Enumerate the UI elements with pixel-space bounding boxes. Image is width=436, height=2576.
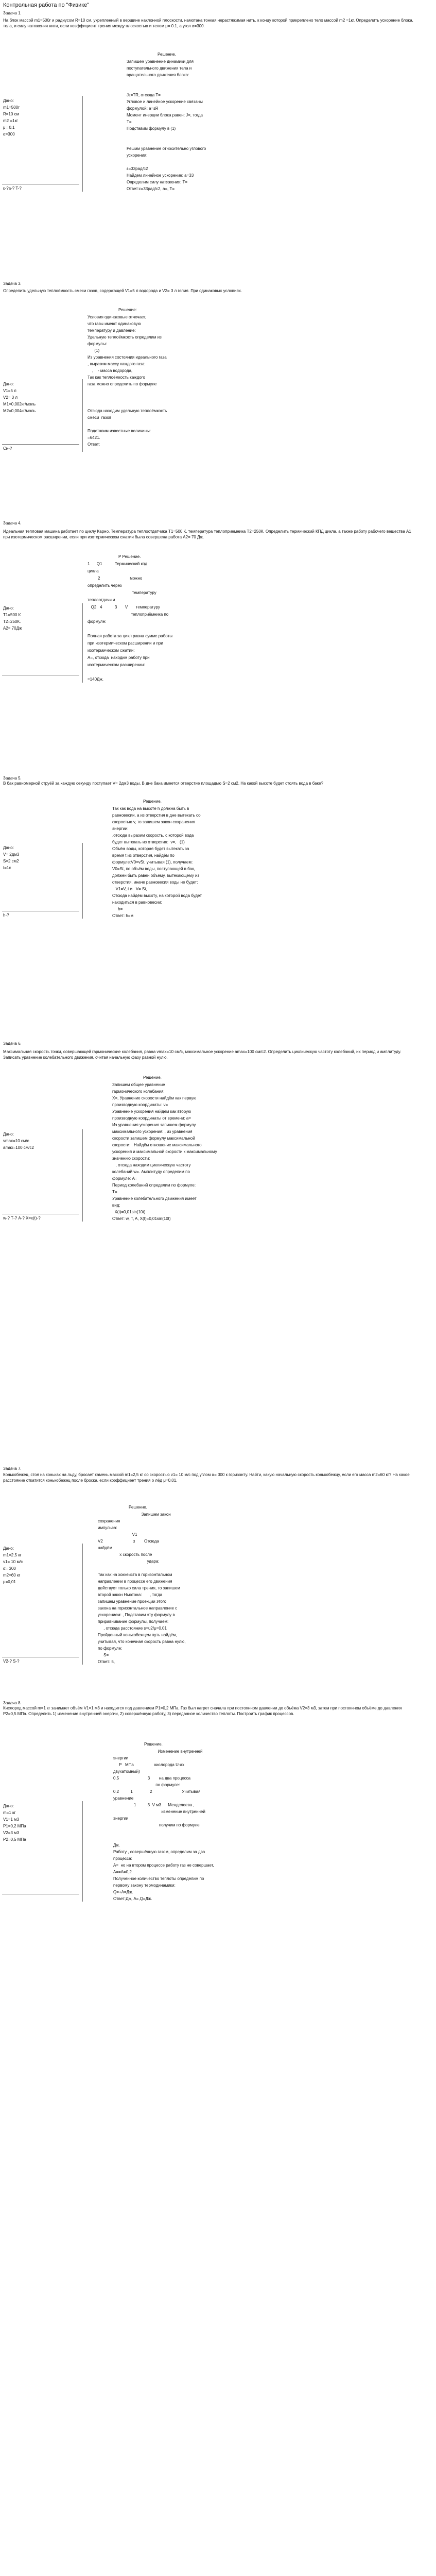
t7-solution-line: Запишем закон xyxy=(98,1512,171,1517)
t8-solution-line: двухатомный) xyxy=(113,1769,140,1774)
t7-heading: Задача 7. xyxy=(3,1466,22,1471)
t7-solution-line: удара: xyxy=(98,1559,160,1564)
t6-solution-line: Из уравнения ускорения запишем формулу xyxy=(112,1123,196,1127)
t6-solution-line: колебаний w=. Амплитуду определим по xyxy=(112,1170,190,1174)
t7-solution-line: ускорением: , Подставим эту формулу в xyxy=(98,1613,175,1617)
t6-solution-line: скорости: . Найдём отношение максимального xyxy=(112,1143,202,1147)
t6-solution-line: гармонического колебания: xyxy=(112,1089,165,1094)
t3-solution-line: Из уравнения состояния идеального газа xyxy=(88,355,167,360)
t8-given-divider xyxy=(82,1801,83,1902)
t7-solution-line: S= xyxy=(98,1653,109,1657)
t6-heading: Задача 6. xyxy=(3,1041,22,1046)
t5-solution-line: Отсюда найдём высоту, на которой вода будет xyxy=(112,893,202,898)
t7-solution-line: , отсюда расстояние s=υ2/μ=0,01 xyxy=(98,1626,167,1631)
t3-given-divider xyxy=(82,379,83,452)
t3-heading: Задача 3. xyxy=(3,281,22,286)
t4-given-item: T1=500 К xyxy=(3,613,21,617)
t1-solution-line: вращательного движения блока: xyxy=(127,73,189,77)
t6-solution-line: ускорения и максимальной скорости к максимальному xyxy=(112,1149,217,1154)
t1-given-item: μ= 0.1 xyxy=(3,125,15,130)
t6-solution-line: Уравнение ускорения найдём как вторую xyxy=(112,1109,191,1114)
t3-solution-line: Так как теплоёмкость каждого xyxy=(88,375,145,380)
t5-solution-line: отверстия, иначе равновесия воды не будет: xyxy=(112,880,198,885)
t4-solution-line: 2 можно xyxy=(88,576,143,581)
t6-find: w-? Т-? А-? X=x(t)-? xyxy=(3,1216,41,1221)
t7-given-item: m2=60 кг xyxy=(3,1573,21,1578)
t6-solution-line: производную координаты от времени: a= xyxy=(112,1116,191,1121)
t3-solution-line: что газы имеют одинаковую xyxy=(88,321,141,326)
t8-given-item: P2=0,5 МПа xyxy=(3,1837,26,1842)
t4-solution-line: изотермическом расширении: xyxy=(88,663,145,667)
t3-given-item: V2= 3 л xyxy=(3,395,18,400)
t6-given-item: Дано: xyxy=(3,1132,14,1137)
t6-solution-line: производную координаты: v= xyxy=(112,1103,168,1107)
t6-given-item: vmax=10 см/с xyxy=(3,1139,29,1143)
t8-solution-line: энергии xyxy=(113,1756,129,1760)
t7-solution-line: запишем уравнение проекции этого xyxy=(98,1599,167,1604)
t7-given-item: α= 300 xyxy=(3,1566,16,1571)
t8-solution-line: А= но на втором процессе работу газ не совершает, xyxy=(113,1863,214,1868)
t3-solution-line: Отсюда находим удельную теплоёмкость xyxy=(88,409,167,413)
t4-heading: Задача 4. xyxy=(3,521,22,526)
t6-solution-line: Х=, Уравнение скорости найдём как первую xyxy=(112,1096,197,1100)
t1-given-item: m1=500г xyxy=(3,105,20,110)
t6-solution-line: формуле: А= xyxy=(112,1176,137,1181)
t8-given-item: V2=3 м3 xyxy=(3,1831,20,1835)
t1-solution-line: ε=33рад/с2 xyxy=(127,166,148,171)
t1-solution-line: Момент инерции блока равен: J=, тогда xyxy=(127,113,203,117)
t6-solution-label: Решение. xyxy=(143,1075,162,1080)
t5-solution-line: находиться в равновесии: xyxy=(112,900,162,905)
t3-solution-line: формулы: xyxy=(88,342,107,346)
t3-solution-label: Решение: xyxy=(118,308,137,312)
t4-solution-line: определить через xyxy=(88,583,122,588)
t4-solution-line: изотермическом сжатии: xyxy=(88,648,135,653)
t6-given-item: amax=100 см/с2 xyxy=(3,1145,34,1150)
t6-given-divider xyxy=(82,1129,83,1222)
t7-solution-line: учитывая, что конечная скорость равна нулю, xyxy=(98,1639,186,1644)
t4-solution-line: Полная работа за цикл равна сумме работы xyxy=(88,634,172,638)
t8-solution-line: уравнение xyxy=(113,1796,134,1801)
t5-given-item: Дано: xyxy=(3,845,14,850)
t8-solution-line: 0,2 1 2 Учитывая xyxy=(113,1789,201,1794)
t5-solution-line: Объём воды, которая будет вытекать за xyxy=(112,846,189,851)
t8-solution-label: Решение. xyxy=(144,1742,163,1747)
t4-solution-line: Q2 4 3 V температуру xyxy=(88,605,160,609)
t5-solution-line: будет вытекать из отверстия: v=, (1) xyxy=(112,840,185,844)
t8-solution-line: 0,5 3 на два процесса xyxy=(113,1776,191,1781)
t1-given-item: R=10 см xyxy=(3,112,20,116)
t3-solution-line: Условия одинаковые отчечает, xyxy=(88,315,147,319)
t3-condition: Определить удельную теплоёмкость смеси газов, содержащей V1=5 л водорода и V2= 3 л гелия. При одинаковых условиях. xyxy=(3,289,242,293)
t6-solution-line: Период колебаний определим по формуле: xyxy=(112,1183,196,1188)
t1-solution-line: Запишем уравнение динамики для xyxy=(127,59,194,64)
t4-solution-line: формуле: xyxy=(88,619,107,624)
t4-solution-line: А=, отсюда находим работу при xyxy=(88,655,150,660)
t5-solution-line: Ответ: h=м xyxy=(112,913,133,918)
t5-solution-line: должен быть равен объёму, вытекающему из xyxy=(112,873,200,878)
t1-solution-line: поступательного движения тела и xyxy=(127,66,192,71)
t4-given-item: А2= 70Дж xyxy=(3,626,22,631)
t3-given-item: Дано: xyxy=(3,382,14,386)
t8-solution-line: Ответ:Дж, А=,Q=Дж. xyxy=(113,1896,152,1901)
t7-solution-line: по формуле: xyxy=(98,1646,123,1651)
t8-solution-line: процесса: xyxy=(113,1856,132,1861)
t3-solution-line: , выразим массу каждого газа: xyxy=(88,362,146,366)
t6-condition: Максимальная скорость точки, совершающей гармонические колебания, равна vmax=10 см/с, максимальное ускорение amax=100 см/с2. Определить циклическую частоту колебаний, их период и амплитуду. Записать уравнение колебательного движения, считая начальную фазу равной нулю. xyxy=(3,1049,402,1060)
t3-solution-line: Подставим известные величины: xyxy=(88,429,151,433)
t3-solution-line: (1) xyxy=(88,348,100,353)
t8-solution-line: первому закону термодинамики: xyxy=(113,1883,176,1888)
t5-condition: В бак равномерной струёй за каждую секунду поступает V= 2дм3 воды. В дне бака имеется отверстие площадью S=2 см2. На какой высоте будет стоять вода в баке? xyxy=(3,781,324,786)
t1-solution-line: Решим уравнение относительно углового xyxy=(127,146,206,151)
t1-solution-line: формулой: a=εR xyxy=(127,106,159,111)
t8-heading: Задача 8. xyxy=(3,1701,22,1705)
t4-solution-line: при изотермическом расширении и при xyxy=(88,641,163,646)
t5-find: h-? xyxy=(3,913,9,918)
t3-given-item: M2=0,004кг/моль xyxy=(3,409,36,413)
t1-solution-line: ускорения: xyxy=(127,153,148,158)
t8-given-item: m=1 кг xyxy=(3,1810,16,1815)
t7-find: V2-? S-? xyxy=(3,1659,20,1664)
t8-solution-line: Работу , совершённую газом, определим за два xyxy=(113,1850,205,1854)
t7-solution-line: второй закон Ньютона: , тогда xyxy=(98,1592,163,1597)
t4-solution-line: =140Дж. xyxy=(88,677,104,682)
t6-solution-line: X(t)=0,01sin(10t) xyxy=(112,1210,146,1214)
t3-solution-line: =6421. xyxy=(88,435,100,440)
t5-solution-line: V1=V, t и V= St, xyxy=(112,887,147,891)
t7-solution-line: х скорость после xyxy=(98,1552,152,1557)
t3-solution-line: Удельную теплоёмкость определим из xyxy=(88,335,162,340)
t4-solution-line: температуру xyxy=(88,590,156,595)
t3-solution-line: Ответ: xyxy=(88,442,100,447)
t4-given-divider xyxy=(82,603,83,683)
t5-given-item: t=1с xyxy=(3,866,11,870)
t3-given-rule xyxy=(2,444,79,445)
t8-solution-line: по формуле: xyxy=(113,1783,180,1787)
t8-solution-line: Полученное количество теплоты определим по xyxy=(113,1876,204,1881)
t8-given-item: V1=1 м3 xyxy=(3,1817,20,1822)
t6-solution-line: Ответ: w, T, A, X(t)=0,01sin(10t) xyxy=(112,1216,171,1221)
t7-solution-line: найдём xyxy=(98,1546,112,1550)
t7-solution-line: действует только сила трения, то запишем xyxy=(98,1586,180,1590)
t4-condition: Идеальная тепловая машина работает по циклу Карно. Температура теплоотдатчика Т1=500 К, температура теплоприемника Т2=250К. Определить термический КПД цикла, а также работу рабочего вещества А1 при изотермическом расширении, если при изотермическом сжатии была совершена работа А2= 70 Дж. xyxy=(3,529,411,539)
t7-given-item: Дано: xyxy=(3,1546,14,1551)
t7-solution-line: приравнивание формулы, получаем: xyxy=(98,1619,169,1624)
t8-solution-line: А==А=0,2 xyxy=(113,1870,132,1874)
t4-solution-label: Р Решение. xyxy=(118,554,141,559)
t5-given-divider xyxy=(82,843,83,919)
t5-heading: Задача 5. xyxy=(3,776,22,781)
t7-condition: Конькобежец, стоя на коньках на льду, бросает камень массой m1=2,5 кг со скоростью v1= 10 м/с под углом α= 300 к горизонту. Найти, какую начальную скорость конькобежцу, если его масса m2=60 кг? На какое расстояние откатится конькобежец после броска, если коэффициент трения о лёд μ=0,01. xyxy=(3,1472,410,1483)
t7-solution-line: импульса: xyxy=(98,1526,117,1530)
t7-solution-line: сохранения xyxy=(98,1519,120,1523)
t7-solution-line: Так как на хоккеиста в горизонтальном xyxy=(98,1572,172,1577)
t5-solution-line: V0=St, по объём воды, поступающей в бак, xyxy=(112,867,195,871)
t5-solution-line: формуле:V0=vSt, учитывая (1), получаем: xyxy=(112,860,193,865)
t5-solution-line: Так как вода на высоте h должна быть в xyxy=(112,806,189,811)
t6-solution-line: вид: xyxy=(112,1203,120,1208)
t8-solution-line: P МПа кислорода U-ах xyxy=(113,1762,184,1767)
t6-solution-line: , отсюда находим циклическую частоту xyxy=(112,1163,191,1167)
t1-solution-line: Ответ:ε=33рад/с2, а=, T= xyxy=(127,187,175,191)
t6-solution-line: скорости запишем формулу максимальной xyxy=(112,1136,195,1141)
t8-solution-line: Дж. xyxy=(113,1843,120,1848)
t1-find: ε-?a-? T-? xyxy=(3,186,22,191)
t1-solution-line: Угловое и линейное ускорение связаны xyxy=(127,99,203,104)
t6-solution-line: Уравнение колебательного движения имеет xyxy=(112,1196,197,1201)
t7-solution-line: V2 α Отсюда xyxy=(98,1539,159,1544)
page-title: Контрольная работа по "Физике" xyxy=(3,2,90,8)
t5-solution-line: скоростью v, то запишем закон сохранения xyxy=(112,820,195,824)
t6-solution-line: Запишем общее уравнение xyxy=(112,1082,165,1087)
t1-heading: Задача 1. xyxy=(3,11,22,15)
t6-solution-line: значению скорости: xyxy=(112,1156,150,1161)
t1-given-item: m2 =1кг xyxy=(3,118,18,123)
t3-solution-line: , - масса водорода, xyxy=(88,368,133,373)
t8-condition: Кислород массой m=1 кг занимает объём V1=1 м3 и находится под давлением P1=0,2 МПа. Газ был нагрет сначала при постоянном давлении до объёма V2=3 м3, затем при постоянном объёме до давления P2=0,5 МПа. Определить 1) изменение внутренней энергии, 2) совершённую работу, 3) переданное количество теплоты. Построить график процессов. xyxy=(3,1706,402,1716)
t5-given-item: S=2 см2 xyxy=(3,859,19,863)
t3-given-item: V1=5 л xyxy=(3,388,16,393)
t7-given-item: v1= 10 м/с xyxy=(3,1560,23,1564)
t8-solution-line: Изменение внутренней xyxy=(113,1749,203,1754)
t4-solution-line: теплоотдачи и xyxy=(88,598,115,602)
t8-solution-line: получим по формуле: xyxy=(113,1823,201,1827)
t5-solution-line: ,отсюда выразим скорость, с которой вода xyxy=(112,833,194,838)
t4-given-item: Т2=250К. xyxy=(3,619,21,624)
t5-solution-line: энергии: xyxy=(112,826,129,831)
t1-solution-line: Найдем линейное ускорение: а=33 xyxy=(127,173,194,178)
t5-solution-label: Решение. xyxy=(143,799,162,804)
t8-solution-line: Q=+А=Дж. xyxy=(113,1890,133,1894)
t1-condition: На блок массой m1=500г и радиусом R=10 см, укрепленный в вершине наклонной плоскости, намотана тонкая нерастяжимая нить, к концу которой прикреплено тело массой m2 =1кг. Определить ускорение блока, тела, и силу натяжения нити, если коэффициент трения между плоскостью и телом μ= 0.1, а угол α=300. xyxy=(3,18,413,28)
t3-solution-line: смеси газов xyxy=(88,415,112,420)
t7-solution-line: V1 xyxy=(98,1532,137,1537)
t8-given-item: Дано: xyxy=(3,1804,14,1808)
t7-solution-line: Пройденный конькобежцем путь найдём, xyxy=(98,1633,177,1637)
t6-solution-line: Т= xyxy=(112,1190,117,1194)
t5-solution-line: равновесии, а из отверстия в дне вытекать со xyxy=(112,813,201,818)
t7-given-item: m1=2,5 кг xyxy=(3,1553,22,1557)
t1-solution-label: Решение. xyxy=(158,52,176,57)
t7-solution-line: закона на горизонтальное направление с xyxy=(98,1606,178,1611)
t7-solution-label: Решение. xyxy=(129,1505,147,1510)
t1-solution-line: T= xyxy=(127,120,132,124)
t4-solution-line: цикла xyxy=(88,569,99,573)
t8-given-item: P1=0,2 МПа xyxy=(3,1824,26,1828)
t5-solution-line: h= xyxy=(112,907,123,911)
t6-solution-line: максимального ускорения: , из уравнения xyxy=(112,1129,193,1134)
t5-given-item: V= 2дм3 xyxy=(3,852,20,857)
t1-given-divider xyxy=(82,96,83,192)
t3-solution-line: температуру и давление: xyxy=(88,328,136,333)
t7-solution-line: направлении в процессе его движения xyxy=(98,1579,172,1584)
t1-given-item: Дано: xyxy=(3,98,14,103)
t4-solution-line: теплоприёмника по xyxy=(88,612,169,617)
t1-solution-line: Jε=TR, отсюда T= xyxy=(127,93,161,97)
t7-given-divider xyxy=(82,1544,83,1665)
t4-given-item: Дано: xyxy=(3,606,14,611)
t3-find: Cн-? xyxy=(3,446,12,451)
t8-solution-line: энергии xyxy=(113,1816,129,1821)
t1-given-item: α=300 xyxy=(3,132,15,137)
t7-given-item: μ=0,01 xyxy=(3,1580,16,1584)
t4-solution-line: 1 Q1 Термический кпд xyxy=(88,562,147,566)
t8-solution-line: изменение внутренней xyxy=(113,1809,205,1814)
t5-solution-line: время t из отверстия, найдём по xyxy=(112,853,175,858)
t3-given-item: M1=0,002кг/моль xyxy=(3,402,36,406)
t1-solution-line: Подставим формулу в (1) xyxy=(127,126,176,131)
t8-solution-line: 1 3 V м3 Менделеева , xyxy=(113,1803,195,1807)
t1-solution-line: Определим силу натяжения: T= xyxy=(127,180,188,184)
t7-solution-line: Ответ: 5, xyxy=(98,1659,115,1664)
t3-solution-line: газа можно определить по формуле xyxy=(88,382,157,386)
